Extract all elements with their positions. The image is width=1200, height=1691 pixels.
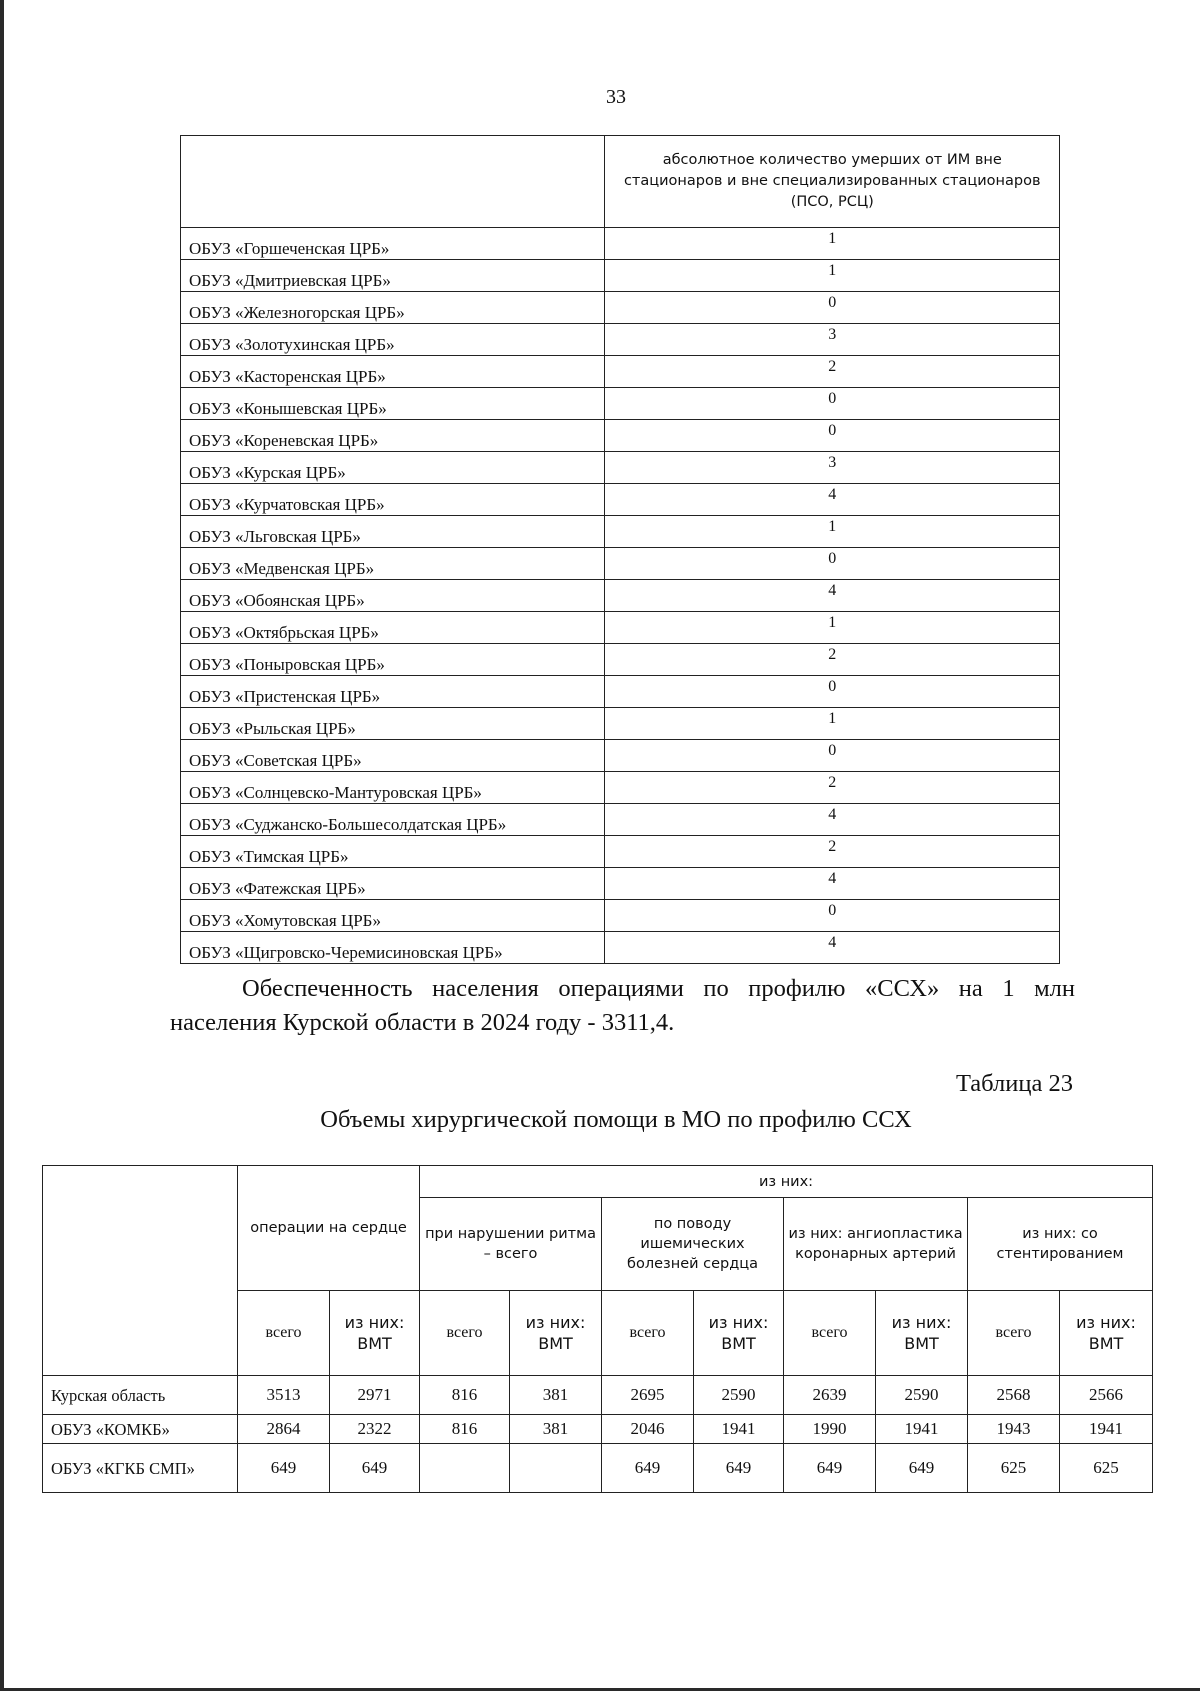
row-organization-name: Курская область [43, 1376, 238, 1415]
row-deaths-value: 2 [605, 644, 1060, 676]
paragraph-text: Обеспеченность населения операциями по профилю «ССХ» на 1 млн населения Курской области в 2024 году - 3311,4. [170, 975, 1075, 1036]
row-deaths-value: 2 [605, 836, 1060, 868]
table-cell-value: 2590 [876, 1376, 968, 1415]
table-row [43, 1444, 1153, 1493]
row-deaths-value: 3 [605, 324, 1060, 356]
row-deaths-value: 0 [605, 388, 1060, 420]
table-cell-value: 625 [1060, 1444, 1153, 1493]
table-cell-value: 1943 [968, 1415, 1060, 1444]
table-row [181, 740, 1060, 772]
row-deaths-value: 0 [605, 292, 1060, 324]
table-cell-value: 381 [510, 1415, 602, 1444]
column-header-vmt: из них: ВМТ [1060, 1291, 1153, 1376]
column-header-total: всего [420, 1291, 510, 1376]
table-cell-value: 649 [876, 1444, 968, 1493]
row-hospital-name: ОБУЗ «Медвенская ЦРБ» [181, 548, 605, 580]
row-hospital-name: ОБУЗ «Пристенская ЦРБ» [181, 676, 605, 708]
row-hospital-name: ОБУЗ «Кореневская ЦРБ» [181, 420, 605, 452]
table-cell-value: 649 [694, 1444, 784, 1493]
table-cell-value: 2695 [602, 1376, 694, 1415]
table-row [181, 676, 1060, 708]
row-deaths-value: 4 [605, 932, 1060, 964]
table-row [181, 932, 1060, 964]
row-hospital-name: ОБУЗ «Горшеченская ЦРБ» [181, 228, 605, 260]
table-cell-value: 2864 [238, 1415, 330, 1444]
column-header-of-which: из них: [420, 1166, 1153, 1198]
table-cell-value: 2639 [784, 1376, 876, 1415]
table-row [181, 804, 1060, 836]
row-deaths-value: 1 [605, 260, 1060, 292]
column-header-vmt: из них: ВМТ [694, 1291, 784, 1376]
row-hospital-name: ОБУЗ «Железногорская ЦРБ» [181, 292, 605, 324]
table-row [181, 292, 1060, 324]
row-deaths-value: 4 [605, 484, 1060, 516]
row-hospital-name: ОБУЗ «Курская ЦРБ» [181, 452, 605, 484]
table-cell-value: 2322 [330, 1415, 420, 1444]
table-row [181, 484, 1060, 516]
table-cell-value: 1990 [784, 1415, 876, 1444]
header-empty-cell [181, 136, 605, 228]
row-deaths-value: 2 [605, 356, 1060, 388]
header-empty-cell [43, 1166, 238, 1376]
row-deaths-value: 4 [605, 580, 1060, 612]
table-label: Таблица 23 [955, 1070, 1073, 1097]
table-cell-value: 649 [602, 1444, 694, 1493]
mortality-table [180, 135, 1060, 964]
table-row [181, 612, 1060, 644]
column-header-vmt: из них: ВМТ [876, 1291, 968, 1376]
table-cell-value: 2590 [694, 1376, 784, 1415]
row-hospital-name: ОБУЗ «Тимская ЦРБ» [181, 836, 605, 868]
column-header-total: всего [238, 1291, 330, 1376]
row-deaths-value: 0 [605, 900, 1060, 932]
table-cell-value [510, 1444, 602, 1493]
table-row [181, 228, 1060, 260]
row-deaths-value: 4 [605, 804, 1060, 836]
table-cell-value: 1941 [1060, 1415, 1153, 1444]
table-cell-value [420, 1444, 510, 1493]
row-hospital-name: ОБУЗ «Суджанско-Большесолдатская ЦРБ» [181, 804, 605, 836]
row-deaths-value: 2 [605, 772, 1060, 804]
row-hospital-name: ОБУЗ «Солнцевско-Мантуровская ЦРБ» [181, 772, 605, 804]
table-cell-value: 649 [784, 1444, 876, 1493]
table-row [181, 420, 1060, 452]
row-hospital-name: ОБУЗ «Золотухинская ЦРБ» [181, 324, 605, 356]
row-hospital-name: ОБУЗ «Курчатовская ЦРБ» [181, 484, 605, 516]
table-row [181, 708, 1060, 740]
column-header-total: всего [968, 1291, 1060, 1376]
row-hospital-name: ОБУЗ «Щигровско-Черемисиновская ЦРБ» [181, 932, 605, 964]
table-header-row [181, 136, 1060, 228]
row-deaths-value: 3 [605, 452, 1060, 484]
table-cell-value: 2971 [330, 1376, 420, 1415]
column-header-deaths: абсолютное количество умерших от ИМ вне стационаров и вне специализированных стационаров (ПСО, РСЦ) [605, 136, 1060, 228]
column-header-total: всего [784, 1291, 876, 1376]
table-row [181, 548, 1060, 580]
table-cell-value: 2046 [602, 1415, 694, 1444]
surgery-volumes-table [42, 1165, 1153, 1493]
column-header-stenting: из них: со стентированием [968, 1198, 1153, 1291]
row-deaths-value: 0 [605, 676, 1060, 708]
row-deaths-value: 0 [605, 548, 1060, 580]
page-number: 33 [606, 86, 626, 108]
row-organization-name: ОБУЗ «КОМКБ» [43, 1415, 238, 1444]
page-border [0, 0, 4, 1691]
row-deaths-value: 4 [605, 868, 1060, 900]
table-row [181, 900, 1060, 932]
table-row [43, 1376, 1153, 1415]
table-row [181, 452, 1060, 484]
table-cell-value: 649 [238, 1444, 330, 1493]
column-header-total: всего [602, 1291, 694, 1376]
row-hospital-name: ОБУЗ «Октябрьская ЦРБ» [181, 612, 605, 644]
table-title: Объемы хирургической помощи в МО по профилю ССХ [320, 1106, 912, 1133]
table-row [181, 356, 1060, 388]
table-row [43, 1415, 1153, 1444]
row-hospital-name: ОБУЗ «Дмитриевская ЦРБ» [181, 260, 605, 292]
table-cell-value: 1941 [694, 1415, 784, 1444]
row-deaths-value: 1 [605, 708, 1060, 740]
column-header-vmt: из них: ВМТ [330, 1291, 420, 1376]
column-header-heart-ops: операции на сердце [238, 1166, 420, 1291]
table-cell-value: 3513 [238, 1376, 330, 1415]
row-deaths-value: 0 [605, 740, 1060, 772]
table-cell-value: 816 [420, 1376, 510, 1415]
column-header-ischemic: по поводу ишемических болезней сердца [602, 1198, 784, 1291]
table-cell-value: 381 [510, 1376, 602, 1415]
row-hospital-name: ОБУЗ «Фатежская ЦРБ» [181, 868, 605, 900]
row-hospital-name: ОБУЗ «Касторенская ЦРБ» [181, 356, 605, 388]
table-cell-value: 625 [968, 1444, 1060, 1493]
table-row [181, 516, 1060, 548]
row-hospital-name: ОБУЗ «Обоянская ЦРБ» [181, 580, 605, 612]
row-hospital-name: ОБУЗ «Рыльская ЦРБ» [181, 708, 605, 740]
table-cell-value: 816 [420, 1415, 510, 1444]
table-cell-value: 649 [330, 1444, 420, 1493]
table-row [181, 324, 1060, 356]
paragraph [170, 972, 1075, 1040]
table-row [181, 388, 1060, 420]
column-header-angioplasty: из них: ангиопластика коронарных артерий [784, 1198, 968, 1291]
row-hospital-name: ОБУЗ «Конышевская ЦРБ» [181, 388, 605, 420]
table-cell-value: 1941 [876, 1415, 968, 1444]
row-deaths-value: 1 [605, 228, 1060, 260]
table-row [181, 868, 1060, 900]
table-row [181, 644, 1060, 676]
row-hospital-name: ОБУЗ «Советская ЦРБ» [181, 740, 605, 772]
table-row [181, 580, 1060, 612]
column-header-rhythm: при нарушении ритма – всего [420, 1198, 602, 1291]
row-hospital-name: ОБУЗ «Поныровская ЦРБ» [181, 644, 605, 676]
row-hospital-name: ОБУЗ «Хомутовская ЦРБ» [181, 900, 605, 932]
table-cell-value: 2566 [1060, 1376, 1153, 1415]
table-cell-value: 2568 [968, 1376, 1060, 1415]
table-row [181, 260, 1060, 292]
row-deaths-value: 1 [605, 612, 1060, 644]
row-deaths-value: 0 [605, 420, 1060, 452]
row-deaths-value: 1 [605, 516, 1060, 548]
row-organization-name: ОБУЗ «КГКБ СМП» [43, 1444, 238, 1493]
table-row [181, 836, 1060, 868]
table-row [181, 772, 1060, 804]
column-header-vmt: из них: ВМТ [510, 1291, 602, 1376]
row-hospital-name: ОБУЗ «Льговская ЦРБ» [181, 516, 605, 548]
